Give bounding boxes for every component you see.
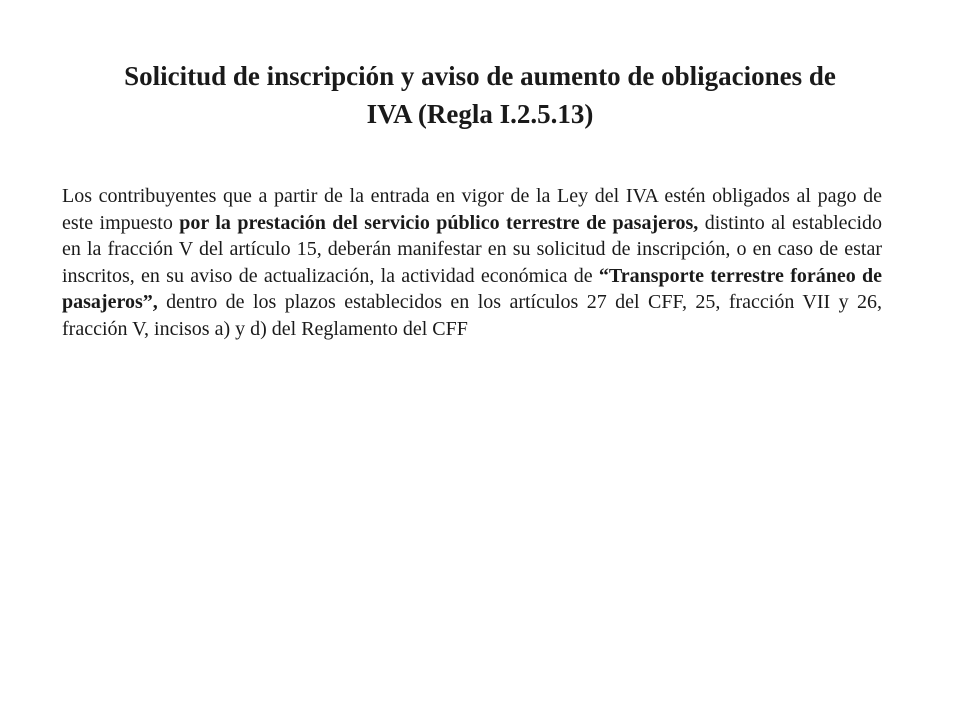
- body-bold-service: por la prestación del servicio público terrestre de pasajeros,: [179, 211, 699, 234]
- body-paragraph: [62, 183, 882, 342]
- body-text-part-1: Los contribuyentes que a partir de la entrada en vigor de la Ley del IVA estén obligados al pago de este impuesto: [62, 185, 882, 234]
- title-line-1: Solicitud de inscripción y aviso de aumento de obligaciones de: [124, 61, 836, 91]
- body-text-part-3: dentro de los plazos establecidos en los artículos 27 del CFF, 25, fracción VII y 26, fracción V, incisos a) y d) del Reglamento del CFF: [62, 291, 882, 340]
- body-bold-activity: “Transporte terrestre foráneo de pasajeros”,: [62, 264, 882, 313]
- body-text-part-2: distinto al establecido en la fracción V del artículo 15, deberán manifestar en su solicitud de inscripción, o en caso de estar inscritos, en su aviso de actualización, la actividad económica de: [62, 211, 882, 287]
- slide-title: [20, 57, 940, 133]
- title-line-2: IVA (Regla I.2.5.13): [366, 99, 594, 129]
